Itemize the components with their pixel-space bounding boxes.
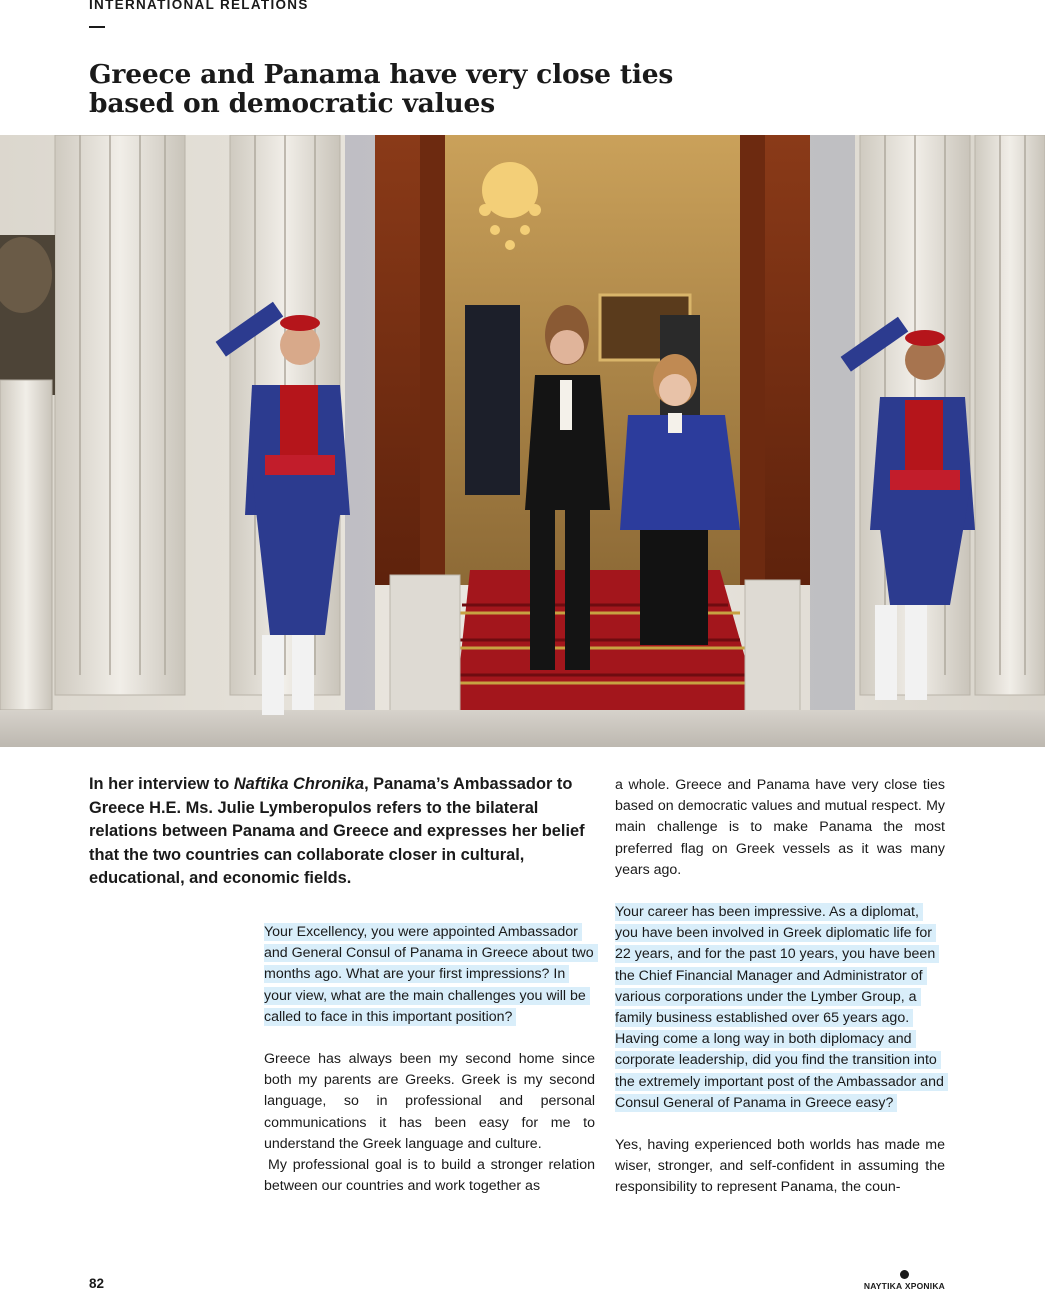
lead-part-1: In her interview to	[89, 775, 234, 793]
publication-name: Naftika Chronika	[233, 775, 365, 793]
answer-1-continued: a whole. Greece and Panama have very close ties based on democratic values and mutual respect. My main challenge is to make Panama the most preferred flag on Greek vessels as it was many years ago.	[615, 777, 945, 878]
publication-brand	[864, 1270, 945, 1291]
section-label: INTERNATIONAL RELATIONS	[89, 0, 309, 12]
brand-name: ΝΑΥΤΙΚΑ ΧΡΟΝΙΚΑ	[863, 1281, 945, 1291]
section-divider	[89, 26, 105, 28]
lead-paragraph	[89, 773, 599, 891]
column-right	[615, 775, 945, 1199]
question-1: Your Excellency, you were appointed Ambassador and General Consul of Panama in Greece about two months ago. What are your first impressions? In your view, what are the main challenges you will be called to face in this important position?	[264, 923, 598, 1026]
column-middle	[264, 922, 595, 1197]
headline	[89, 60, 809, 118]
answer-1-paragraph-1: Greece has always been my second home since both my parents are Greeks. Greek is my second language, so in professional and personal communications it has been easy for me to understand the Greek language and culture.	[264, 1051, 595, 1152]
page-number: 82	[89, 1276, 105, 1291]
brand-logo-icon	[900, 1270, 909, 1279]
headline-line-1: Greece and Panama have very close ties	[89, 59, 674, 90]
question-2: Your career has been impressive. As a diplomat, you have been involved in Greek diplomatic life for 22 years, and for the past 10 years, you have been the Chief Financial Manager and Administrator of various corporations under the Lymber Group, a family business established over 65 years ago. Having come a long way in both diplomacy and corporate leadership, did you find the transition into the extremely important post of the Ambassador and Consul General of Panama in Greece easy?	[615, 903, 948, 1112]
answer-1-paragraph-2: My professional goal is to build a stronger relation between our countries and work together as	[264, 1157, 595, 1195]
lead-part-2: , Panama’s Ambassador to Greece H.E. Ms. Julie Lymberopulos refers to the bilateral relations between Panama and Greece and expresses her belief that the two countries can collaborate closer in cultural, educational, and economic fields.	[89, 775, 585, 887]
ceremony-photo	[0, 135, 1045, 747]
answer-2: Yes, having experienced both worlds has made me wiser, stronger, and self-confident in assuming the responsibility to represent Panama, the coun-	[615, 1137, 945, 1196]
headline-line-2: based on democratic values	[89, 88, 495, 119]
